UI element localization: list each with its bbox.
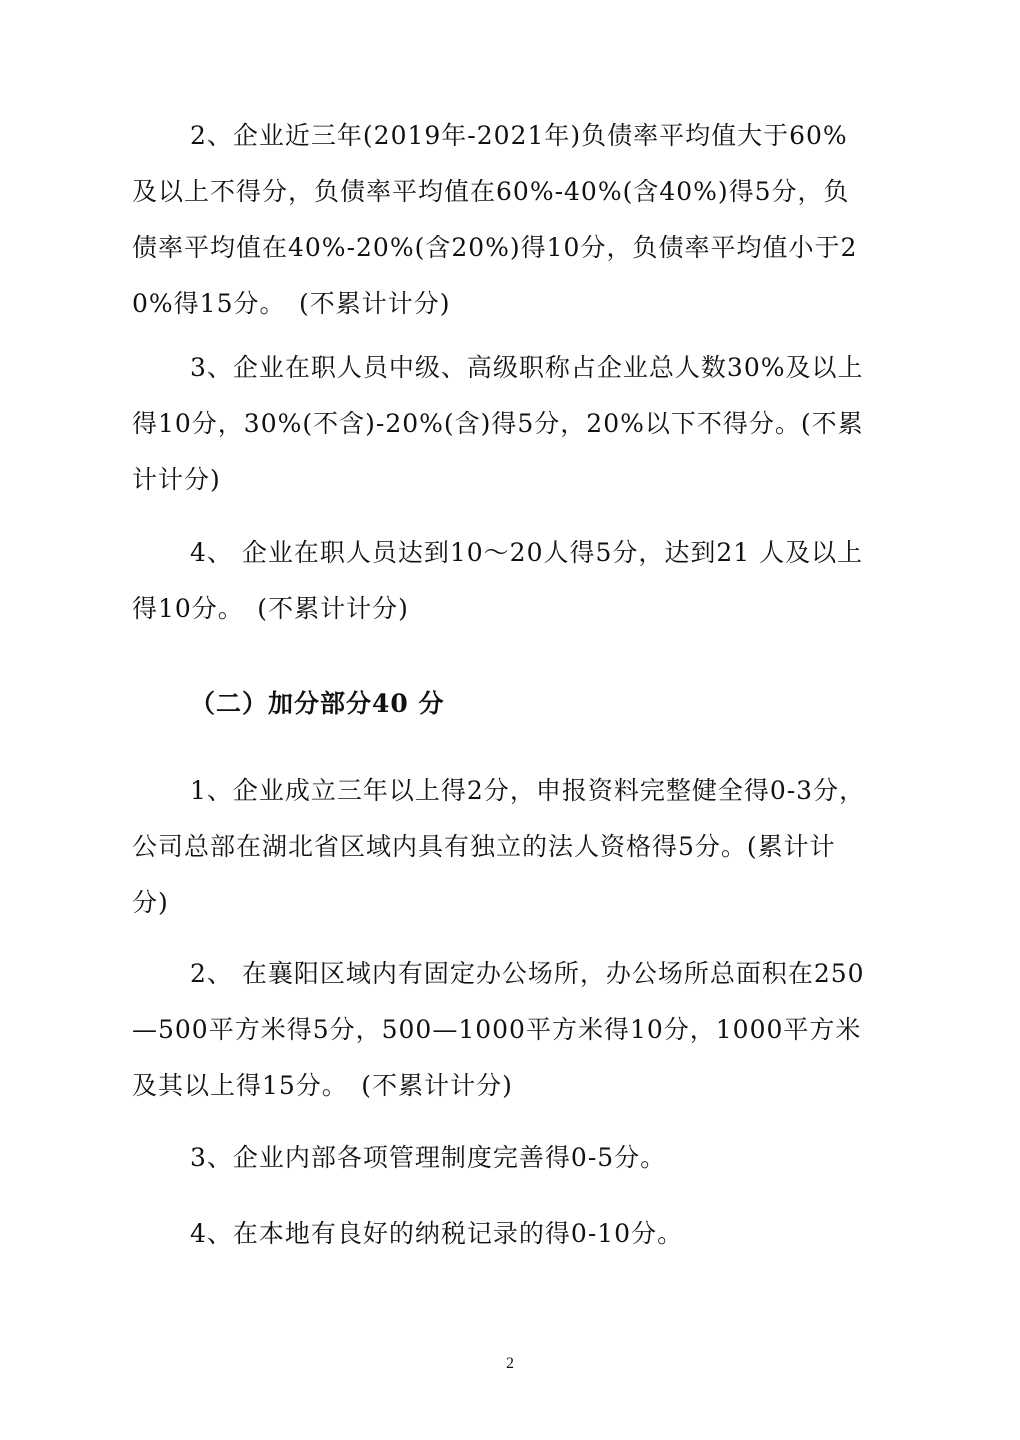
paragraph-office-space: 2、 在襄阳区域内有固定办公场所，办公场所总面积在250—500平方米得5分，500—1000平方米得10分，1000平方米及其以上得15分。 (不累计计分) [132, 959, 865, 1100]
paragraph-management-system: 3、企业内部各项管理制度完善得0-5分。 [190, 1143, 667, 1172]
page-number: 2 [506, 1355, 514, 1372]
paragraph-establishment: 1、企业成立三年以上得2分，申报资料完整健全得0-3分， 公司总部在湖北省区域内具有独立的法人资格得5分。(累计计分) [132, 776, 866, 917]
paragraph-debt-ratio: 2、企业近三年(2019年-2021年)负债率平均值大于60%及以上不得分，负债率平均值在60%-40%(含40%)得5分，负债率平均值在40%-20%(含20%)得10分，负债率平均值小于20%得15分。 (不累计计分) [132, 121, 858, 318]
paragraph-tax-record: 4、在本地有良好的纳税记录的得0-10分。 [190, 1219, 684, 1248]
paragraph-professional-titles: 3、企业在职人员中级、高级职称占企业总人数30%及以上 得10分，30%(不含)-20%(含)得5分，20%以下不得分。(不累计计分) [132, 353, 864, 494]
section-heading-bonus: （二）加分部分40 分 [190, 689, 445, 718]
paragraph-staff-count: 4、 企业在职人员达到10～20人得5分，达到21 人及以上得10分。 (不累计计分) [132, 538, 864, 623]
